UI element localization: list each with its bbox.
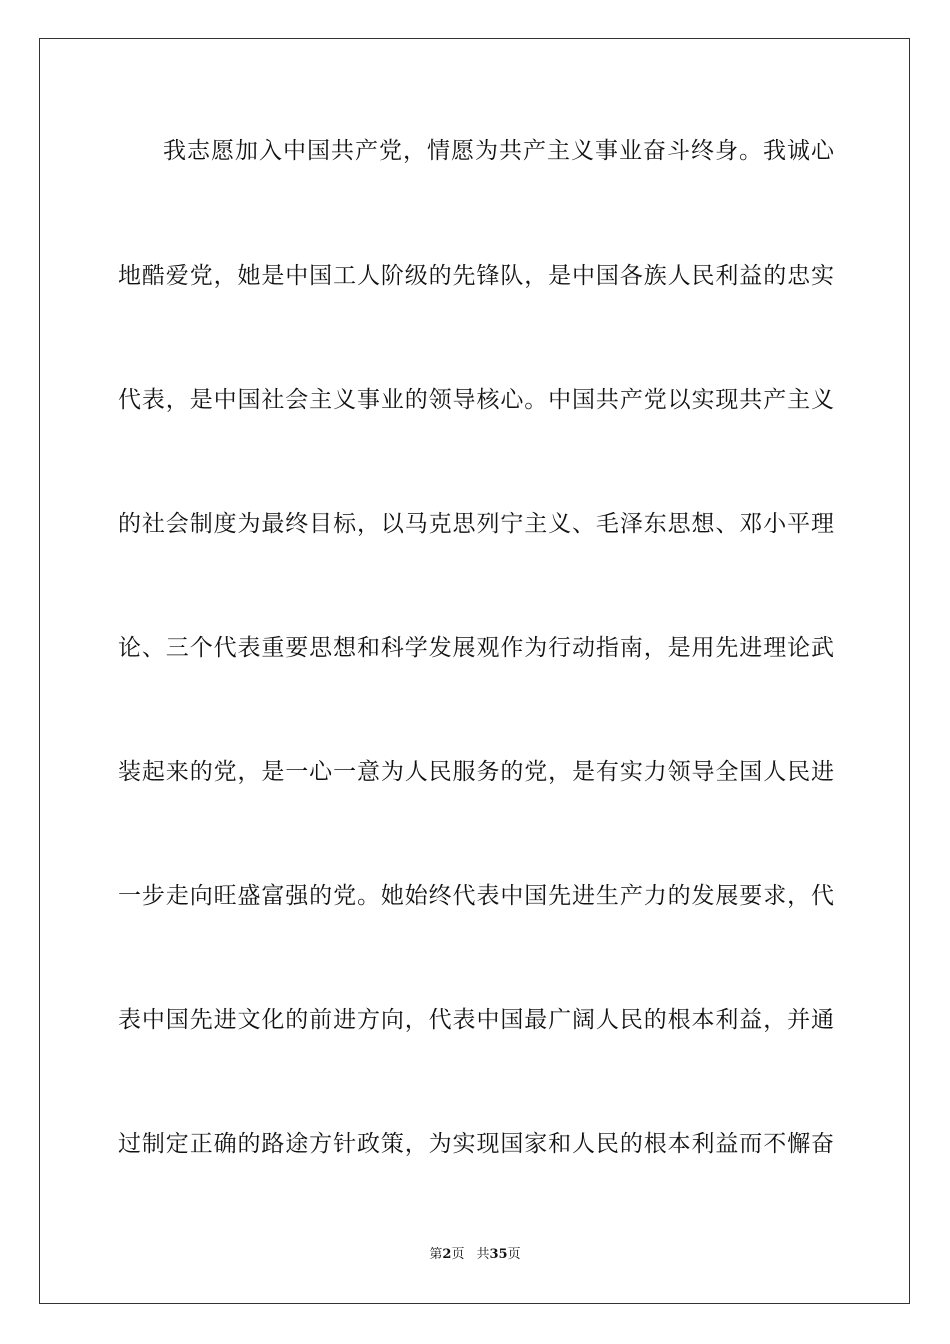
footer-total-prefix: 共	[476, 1247, 490, 1262]
page-border	[39, 38, 910, 1304]
paragraph-line: 代表，是中国社会主义事业的领导核心。中国共产党以实现共产主义	[118, 387, 834, 413]
page-footer	[0, 1246, 950, 1264]
paragraph-line: 论、三个代表重要思想和科学发展观作为行动指南，是用先进理论武	[118, 635, 834, 661]
footer-prefix: 第	[429, 1247, 443, 1262]
footer-page-suffix: 页	[451, 1247, 465, 1262]
paragraph-line: 一步走向旺盛富强的党。她始终代表中国先进生产力的发展要求，代	[118, 883, 834, 909]
paragraph-line: 我志愿加入中国共产党，情愿为共产主义事业奋斗终身。我诚心	[163, 138, 834, 164]
paragraph-line: 装起来的党，是一心一意为人民服务的党，是有实力领导全国人民进	[118, 759, 834, 785]
total-page-count: 35	[489, 1247, 508, 1262]
current-page-number: 2	[442, 1247, 452, 1262]
paragraph-line: 地酷爱党，她是中国工人阶级的先锋队，是中国各族人民利益的忠实	[118, 263, 834, 289]
paragraph-line: 过制定正确的路途方针政策，为实现国家和人民的根本利益而不懈奋	[118, 1131, 834, 1157]
paragraph-line: 表中国先进文化的前进方向，代表中国最广阔人民的根本利益，并通	[118, 1007, 834, 1033]
paragraph-line: 的社会制度为最终目标，以马克思列宁主义、毛泽东思想、邓小平理	[118, 511, 834, 537]
footer-total-suffix: 页	[507, 1247, 521, 1262]
